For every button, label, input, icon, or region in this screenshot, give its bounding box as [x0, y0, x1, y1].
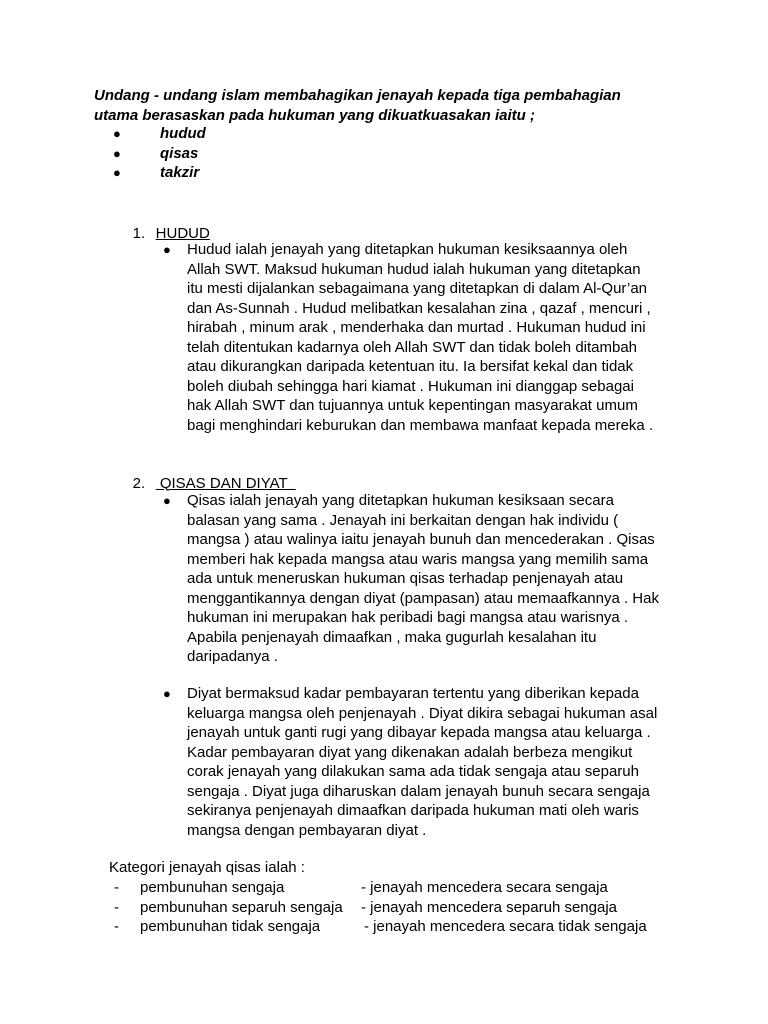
- category-left: pembunuhan sengaja: [140, 879, 285, 896]
- category-left: pembunuhan separuh sengaja: [140, 898, 343, 916]
- list-item: [113, 163, 206, 183]
- category-bullet-list: [113, 124, 206, 183]
- bullet-icon: ●: [163, 493, 171, 508]
- qisas-category-title: Kategori jenayah qisas ialah :: [109, 859, 305, 876]
- hudud-paragraph: [163, 240, 683, 435]
- list-item: [114, 878, 608, 898]
- dash-marker: -: [114, 918, 119, 935]
- bullet-icon: ●: [113, 145, 121, 161]
- list-item: [114, 898, 618, 918]
- qisas-paragraph: [163, 491, 683, 667]
- list-item: [113, 124, 206, 144]
- intro-line: Undang - undang islam membahagikan jenayah kepada tiga pembahagian: [94, 87, 621, 104]
- section-title: QISAS DAN DIYAT: [155, 474, 296, 492]
- dash-marker: -: [114, 879, 119, 896]
- paragraph-text: Qisas ialah jenayah yang ditetapkan hukuman kesiksaan secara balasan yang sama . Jenayah ini berkaitan dengan hak individu ( mangsa ) atau walinya iaitu jenayah bunuh dan mencederakan . Qisas memberi hak kepada mangsa atau waris mangsa yang memilih sama ada untuk meneruskan hukuman qisas terhadap penjenayah atau menggantikannya dengan diyat (pampasan) atau memaafkannya . Hak hukuman ini merupakan hak peribadi bagi mangsa atau warisnya . Apabila penjenayah dimaafkan , maka gugurlah kesalahan itu daripadanya .: [187, 492, 659, 665]
- category-right: - jenayah mencedera secara sengaja: [361, 879, 608, 896]
- list-item-label: hudud: [160, 125, 206, 142]
- section-title: HUDUD: [155, 224, 210, 242]
- list-item-label: takzir: [160, 164, 200, 181]
- diyat-paragraph: [163, 684, 683, 840]
- section-number: 1.: [132, 224, 146, 242]
- category-right: - jenayah mencedera separuh sengaja: [361, 898, 618, 916]
- list-item-label: qisas: [160, 144, 199, 162]
- section-number: 2.: [132, 474, 146, 492]
- qisas-category-list: [114, 878, 647, 937]
- bullet-icon: ●: [113, 126, 121, 141]
- category-right: - jenayah mencedera secara tidak sengaja: [364, 918, 647, 935]
- bullet-icon: ●: [163, 242, 171, 257]
- paragraph-text: Diyat bermaksud kadar pembayaran tertentu yang diberikan kepada keluarga mangsa oleh penjenayah . Diyat dikira sebagai hukuman asal jenayah untuk ganti rugi yang dibayar kepada mangsa atau keluarga . Kadar pembayaran diyat yang dikenakan adalah berbeza mengikut corak jenayah yang dilakukan sama ada tidak sengaja atau separuh sengaja . Diyat juga diharuskan dalam jenayah bunuh secara sengaja sekiranya penjenayah dimaafkan daripada hukuman mati oleh waris mangsa dengan pembayaran diyat .: [187, 685, 658, 839]
- category-left: pembunuhan tidak sengaja: [140, 918, 321, 935]
- list-item: [114, 917, 647, 937]
- intro-line: utama berasaskan pada hukuman yang dikuatkuasakan iaitu ;: [94, 106, 535, 124]
- list-item: [113, 144, 206, 164]
- dash-marker: -: [114, 898, 119, 916]
- bullet-icon: ●: [113, 165, 121, 180]
- intro-paragraph: [94, 86, 694, 125]
- paragraph-text: Hudud ialah jenayah yang ditetapkan hukuman kesiksaannya oleh Allah SWT. Maksud hukuman hudud ialah hukuman yang ditetapkan itu mesti dijalankan sebagaimana yang ditetapkan di dalam Al-Qur’an dan As-Sunnah . Hudud melibatkan kesalahan zina , qazaf , mencuri , hirabah , minum arak , menderhaka dan murtad . Hukuman hudud ini telah ditentukan kadarnya oleh Allah SWT dan tidak boleh ditambah atau dikurangkan daripada ketentuan itu. Ia bersifat kekal dan tidak boleh diubah sehingga hari kiamat . Hukuman ini dianggap sebagai hak Allah SWT dan tujuannya untuk kepentingan masyarakat umum bagi menghindari keburukan dan membawa manfaat kepada mereka .: [187, 241, 654, 434]
- bullet-icon: ●: [163, 686, 171, 701]
